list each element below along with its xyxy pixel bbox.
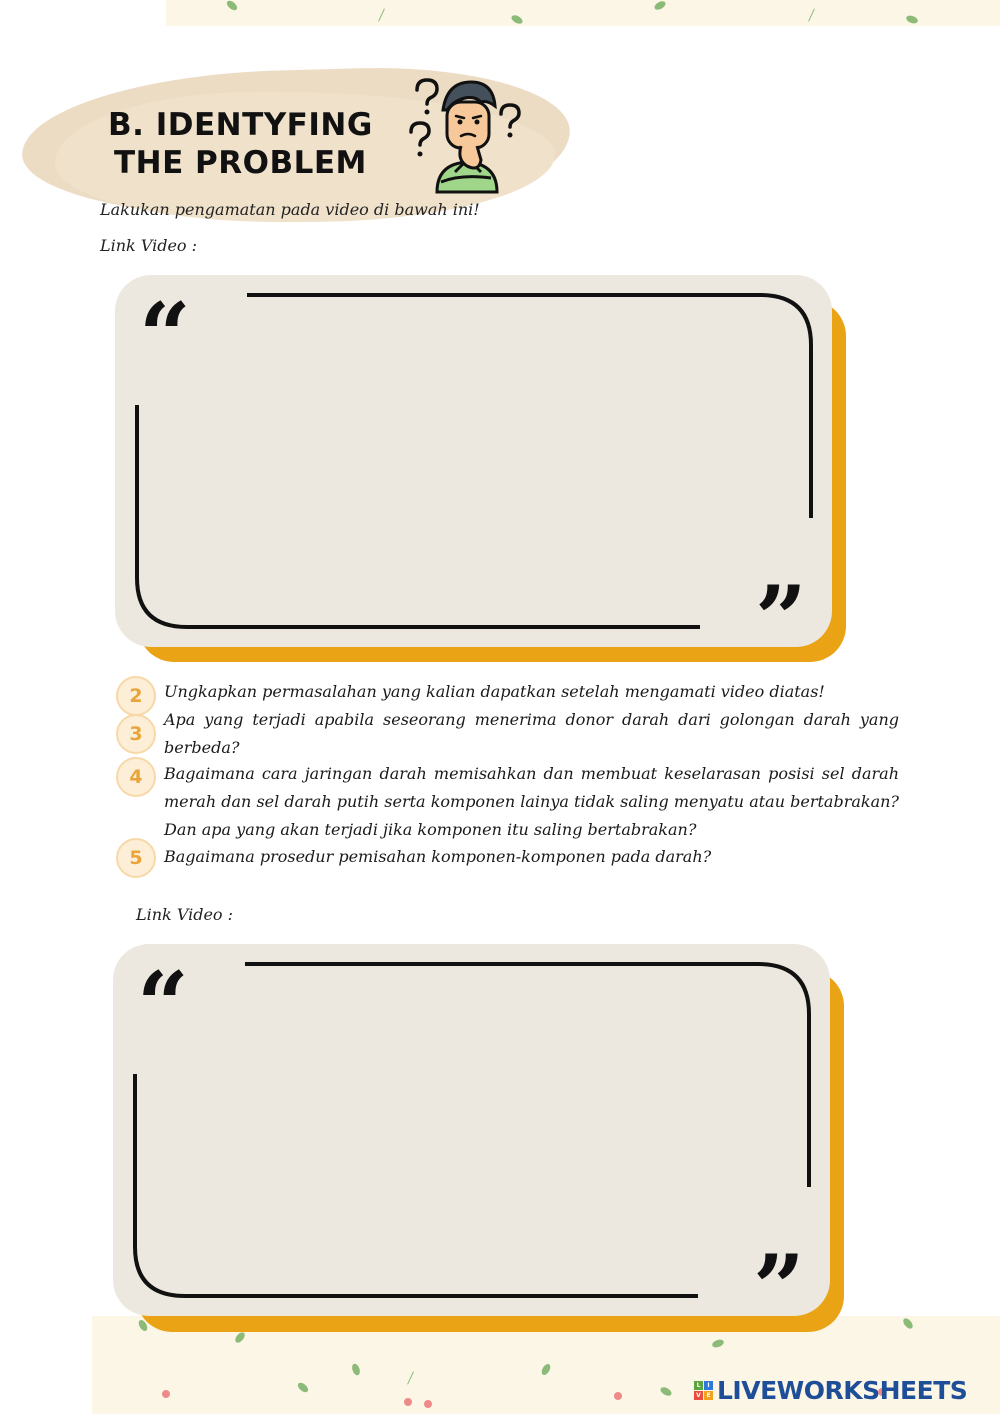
video-link-box-1[interactable] <box>115 275 832 647</box>
question-number-badge: 4 <box>116 757 156 797</box>
cherry-icon <box>162 1390 170 1398</box>
leaf-icon <box>905 14 919 25</box>
link-video-label: Link Video : <box>100 236 198 255</box>
leaf-icon <box>901 1317 914 1331</box>
close-quote-icon: ” <box>755 566 807 647</box>
leaf-icon <box>296 1381 310 1394</box>
question-number-badge: 2 <box>116 676 156 716</box>
title-line-2: THE PROBLEM <box>114 145 367 181</box>
leaf-icon <box>510 13 524 25</box>
close-quote-icon: ” <box>753 1235 805 1316</box>
box-frame <box>113 944 830 1316</box>
question-item <box>116 760 906 844</box>
question-item <box>116 838 906 878</box>
link-video-label: Link Video : <box>136 905 234 924</box>
leaf-icon <box>351 1363 362 1377</box>
question-text: Ungkapkan permasalahan yang kalian dapatkan setelah mengamati video diatas! <box>164 682 825 701</box>
video-link-box-2[interactable] <box>113 944 830 1316</box>
cherry-icon <box>424 1400 432 1408</box>
cherry-icon <box>404 1398 412 1406</box>
leaf-icon <box>233 1331 246 1345</box>
stem-icon <box>378 8 385 21</box>
confused-boy-icon <box>405 72 530 197</box>
box-frame <box>115 275 832 647</box>
question-number-badge: 5 <box>116 838 156 878</box>
top-decor-strip <box>166 0 1000 26</box>
instruction-text: Lakukan pengamatan pada video di bawah ini! <box>100 200 480 219</box>
question-text: Apa yang terjadi apabila seseorang menerima donor darah dari golongan darah yang berbeda? <box>164 710 899 757</box>
leaf-icon <box>659 1385 673 1397</box>
stem-icon <box>808 8 815 21</box>
open-quote-icon: “ <box>139 283 191 389</box>
liveworksheets-logo[interactable] <box>694 1375 967 1405</box>
question-item <box>116 704 906 760</box>
leaf-icon <box>653 0 667 12</box>
leaf-icon <box>225 0 239 12</box>
question-number-badge: 3 <box>116 714 156 754</box>
section-title <box>108 106 408 182</box>
liveworksheets-logo-icon: L I V E <box>694 1381 713 1400</box>
question-text: Bagaimana prosedur pemisahan komponen-komponen pada darah? <box>164 847 712 866</box>
stem-icon <box>407 1371 414 1384</box>
title-line-1: B. IDENTYFING <box>108 107 373 143</box>
leaf-icon <box>540 1363 552 1377</box>
cherry-icon <box>614 1392 622 1400</box>
liveworksheets-brand-text: LIVEWORKSHEETS <box>717 1375 968 1405</box>
leaf-icon <box>711 1338 725 1349</box>
open-quote-icon: “ <box>137 952 189 1058</box>
question-text: Bagaimana cara jaringan darah memisahkan dan membuat keselarasan posisi sel darah merah dan sel darah putih serta komponen lainya tidak saling menyatu atau bertabrakan? Dan apa yang akan terjadi jika komponen itu saling bertabrakan? <box>164 764 899 839</box>
